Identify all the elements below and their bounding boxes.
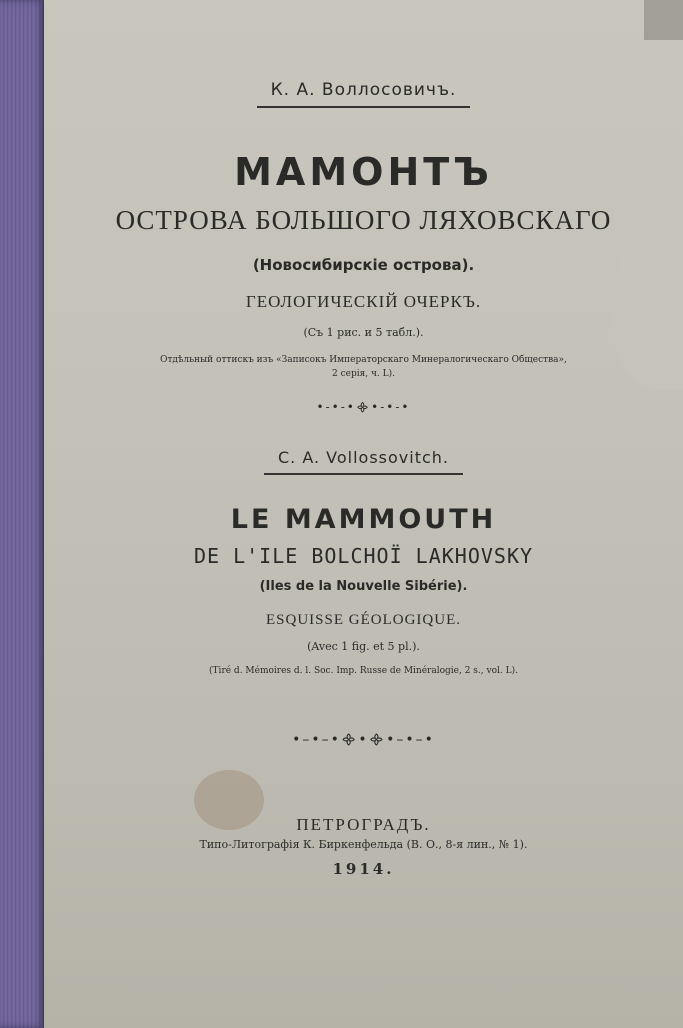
title-russian: МАМОНТЪ xyxy=(234,150,493,194)
title-french: LE MAMMOUTH xyxy=(230,504,497,535)
paper-stain xyxy=(644,0,683,40)
subtitle-french: DE L'ILE BOLCHOÏ LAKHOVSKY xyxy=(193,544,534,568)
author-russian: К. А. Воллосовичъ. xyxy=(257,80,471,108)
imprint-year: 1914. xyxy=(332,860,395,878)
parenthetical-french: (Iles de la Nouvelle Sibérie). xyxy=(259,579,468,594)
subtitle-russian: ОСТРОВА БОЛЬШОГО ЛЯХОВСКАГО xyxy=(115,205,612,235)
offprint-note-french: (Tiré d. Mémoires d. l. Soc. Imp. Russe de Minéralogie, 2 s., vol. L). xyxy=(209,666,518,676)
offprint-russian-line2: 2 серія, ч. L). xyxy=(331,369,395,379)
author-russian-block xyxy=(44,80,683,108)
essay-french: ESQUISSE GÉOLOGIQUE. xyxy=(266,612,461,628)
author-french-block xyxy=(44,448,683,475)
ornament-divider: •-•-•᯽•-•-• xyxy=(316,400,411,414)
offprint-russian-line1: Отдѣльный оттискъ изъ «Записокъ Императорскаго Минералогическаго Общества», xyxy=(160,355,567,365)
offprint-note-russian xyxy=(44,353,683,381)
illustrations-russian: (Съ 1 рис. и 5 табл.). xyxy=(303,326,424,339)
imprint-printer: Типо-Литографія К. Биркенфельда (В. О., 8-я лин., № 1). xyxy=(199,838,528,851)
author-french: C. A. Vollossovitch. xyxy=(264,448,463,475)
imprint-city: ПЕТРОГРАДЪ. xyxy=(296,815,431,834)
ornament-divider-bottom: •–•–•᯽•᯽•–•–• xyxy=(292,732,435,748)
essay-russian: ГЕОЛОГИЧЕСКІЙ ОЧЕРКЪ. xyxy=(245,292,482,311)
illustrations-french: (Avec 1 fig. et 5 pl.). xyxy=(307,640,420,653)
parenthetical-russian: (Новосибирскіе острова). xyxy=(252,256,475,274)
